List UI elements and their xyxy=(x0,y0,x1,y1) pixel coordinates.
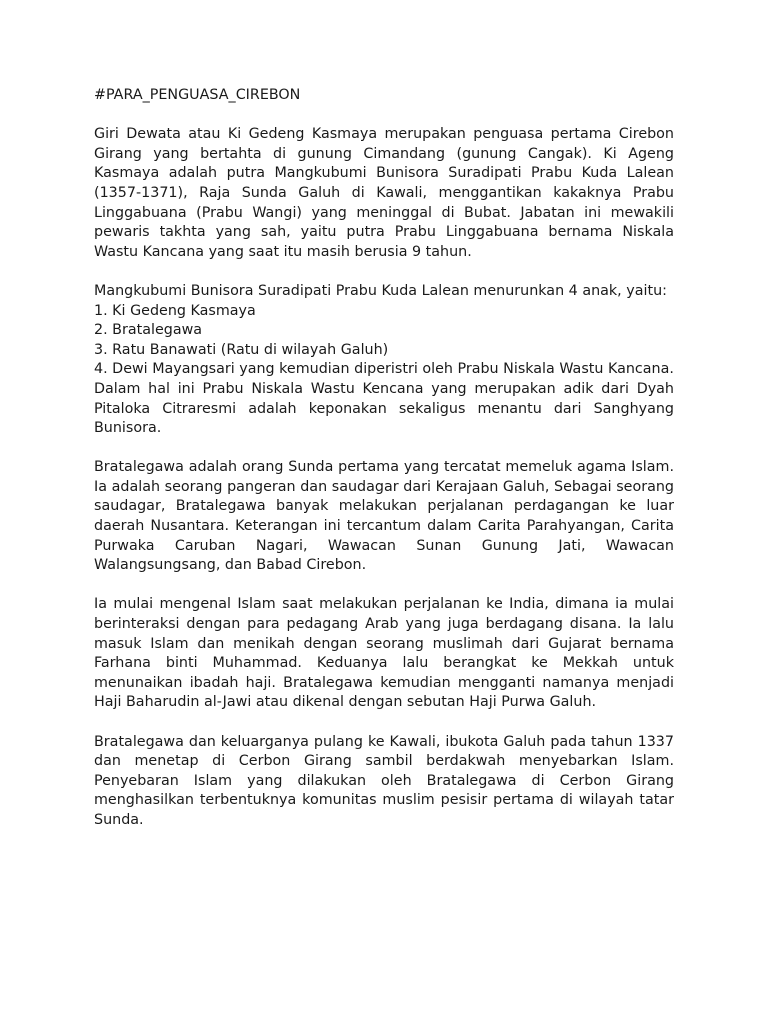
paragraph-bratalegawa: Bratalegawa adalah orang Sunda pertama yang tercatat memeluk agama Islam. Ia adalah seorang pangeran dan saudagar dari Kerajaan Galuh, Sebagai seorang saudagar, Bratalegawa banyak melakukan perjalanan perdagangan ke luar daerah Nusantara. Keterangan ini tercantum dalam Carita Parahyangan, Carita Purwaka Caruban Nagari, Wawacan Sunan Gunung Jati, Wawacan Walangsungsang, dan Babad Cirebon. xyxy=(94,459,674,574)
document-page xyxy=(94,86,674,850)
children-list xyxy=(94,302,674,380)
paragraph-ki-gedeng-kasmaya: Giri Dewata atau Ki Gedeng Kasmaya merupakan penguasa pertama Cirebon Girang yang bertahta di gunung Cimandang (gunung Cangak). Ki Ageng Kasmaya adalah putra Mangkubumi Bunisora Suradipati Prabu Kuda Lalean (1357-1371), Raja Sunda Galuh di Kawali, menggantikan kakaknya Prabu Linggabuana (Prabu Wangi) yang meninggal di Bubat. Jabatan ini mewakili pewaris takhta yang sah, yaitu putra Prabu Linggabuana bernama Niskala Wastu Kancana yang saat itu masih berusia 9 tahun. xyxy=(94,126,674,260)
paragraph-return-kawali: Bratalegawa dan keluarganya pulang ke Kawali, ibukota Galuh pada tahun 1337 dan menetap di Cerbon Girang sambil berdakwah menyebarkan Islam. Penyebaran Islam yang dilakukan oleh Bratalegawa di Cerbon Girang menghasilkan terbentuknya komunitas muslim pesisir pertama di wilayah tatar Sunda. xyxy=(94,733,674,828)
children-intro: Mangkubumi Bunisora Suradipati Prabu Kuda Lalean menurunkan 4 anak, yaitu: xyxy=(94,282,667,299)
document-title: #PARA_PENGUASA_CIREBON xyxy=(94,87,301,103)
children-outro: Dalam hal ini Prabu Niskala Wastu Kencana yang merupakan adik dari Dyah Pitaloka Citraresmi adalah keponakan sekaligus menantu dari Sanghyang Bunisora. xyxy=(94,380,674,437)
paragraph-bunisora-children xyxy=(94,282,674,439)
paragraph-india-journey: Ia mulai mengenal Islam saat melakukan perjalanan ke India, dimana ia mulai berinteraksi dengan para pedagang Arab yang juga berdagang disana. Ia lalu masuk Islam dan menikah dengan seorang muslimah dari Gujarat bernama Farhana binti Muhammad. Keduanya lalu berangkat ke Mekkah untuk menunaikan ibadah haji. Bratalegawa kemudian mengganti namanya menjadi Haji Baharudin al-Jawi atau dikenal dengan sebutan Haji Purwa Galuh. xyxy=(94,596,674,711)
list-item: 1. Ki Gedeng Kasmaya xyxy=(94,302,256,319)
list-item: 3. Ratu Banawati (Ratu di wilayah Galuh) xyxy=(94,341,389,358)
list-item: 4. Dewi Mayangsari yang kemudian diperistri oleh Prabu Niskala Wastu Kancana. xyxy=(94,361,674,378)
list-item: 2. Bratalegawa xyxy=(94,322,203,339)
